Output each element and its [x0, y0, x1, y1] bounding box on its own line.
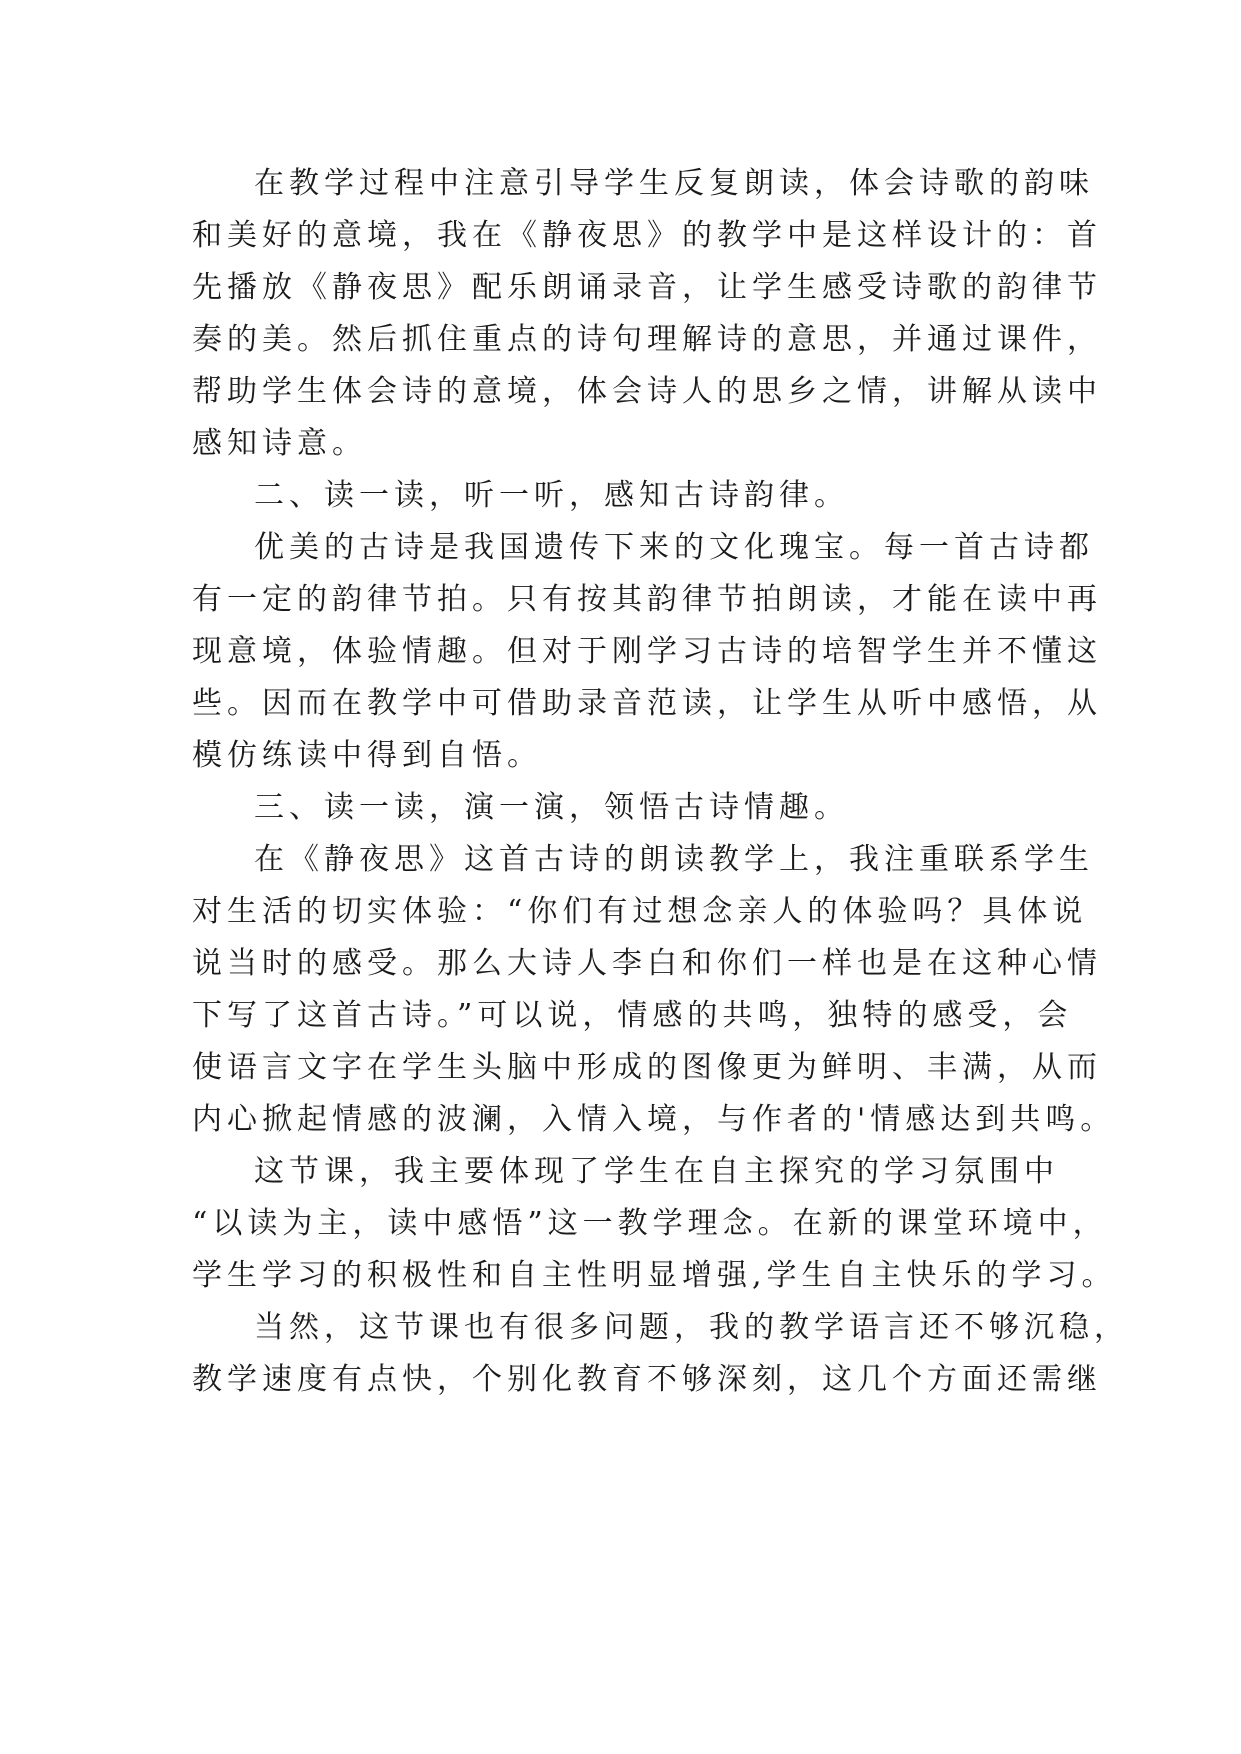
text-line: 模仿练读中得到自悟。	[192, 738, 542, 773]
paragraph-5	[192, 834, 1116, 1146]
text-line: 使语言文字在学生头脑中形成的图像更为鲜明、丰满，从而	[192, 1050, 1102, 1085]
text-line: 这节课，我主要体现了学生在自主探究的学习氛围中	[254, 1154, 1059, 1189]
text-line: 现意境，体验情趣。但对于刚学习古诗的培智学生并不懂这	[192, 634, 1102, 669]
text-line: 三、读一读，演一演，领悟古诗情趣。	[254, 790, 849, 825]
text-line: 有一定的韵律节拍。只有按其韵律节拍朗读，才能在读中再	[192, 582, 1102, 617]
text-line: 说当时的感受。那么大诗人李白和你们一样也是在这种心情	[192, 946, 1102, 981]
text-line: 奏的美。然后抓住重点的诗句理解诗的意思，并通过课件，	[192, 322, 1102, 357]
text-line: 在教学过程中注意引导学生反复朗读，体会诗歌的韵味	[254, 166, 1094, 201]
paragraph-7	[192, 1302, 1129, 1406]
text-line: 感知诗意。	[192, 426, 367, 461]
text-line: 些。因而在教学中可借助录音范读，让学生从听中感悟，从	[192, 686, 1102, 721]
text-line: 帮助学生体会诗的意境，体会诗人的思乡之情，讲解从读中	[192, 374, 1102, 409]
document-body	[192, 158, 1129, 1406]
text-line: 和美好的意境，我在《静夜思》的教学中是这样设计的：首	[192, 218, 1102, 253]
text-line: “以读为主，读中感悟”这一教学理念。在新的课堂环境中，	[192, 1206, 1108, 1241]
text-line: 先播放《静夜思》配乐朗诵录音，让学生感受诗歌的韵律节	[192, 270, 1102, 305]
text-line: 当然，这节课也有很多问题，我的教学语言还不够沉稳，	[254, 1310, 1129, 1345]
paragraph-1	[192, 158, 1102, 470]
section-heading-2	[192, 470, 1060, 522]
text-line: 优美的古诗是我国遗传下来的文化瑰宝。每一首古诗都	[254, 530, 1094, 565]
text-line: 对生活的切实体验：“你们有过想念亲人的体验吗？具体说	[192, 894, 1088, 929]
text-line: 教学速度有点快，个别化教育不够深刻，这几个方面还需继	[192, 1362, 1102, 1397]
section-heading-3	[192, 782, 1060, 834]
text-line: 学生学习的积极性和自主性明显增强,学生自主快乐的学习。	[192, 1258, 1117, 1293]
text-line: 在《静夜思》这首古诗的朗读教学上，我注重联系学生	[254, 842, 1094, 877]
paragraph-3	[192, 522, 1102, 782]
text-line: 下写了这首古诗。”可以说，情感的共鸣，独特的感受，会	[192, 998, 1073, 1033]
paragraph-6	[192, 1146, 1117, 1302]
text-line: 内心掀起情感的波澜，入情入境，与作者的'情感达到共鸣。	[192, 1102, 1116, 1137]
text-line: 二、读一读，听一听，感知古诗韵律。	[254, 478, 849, 513]
